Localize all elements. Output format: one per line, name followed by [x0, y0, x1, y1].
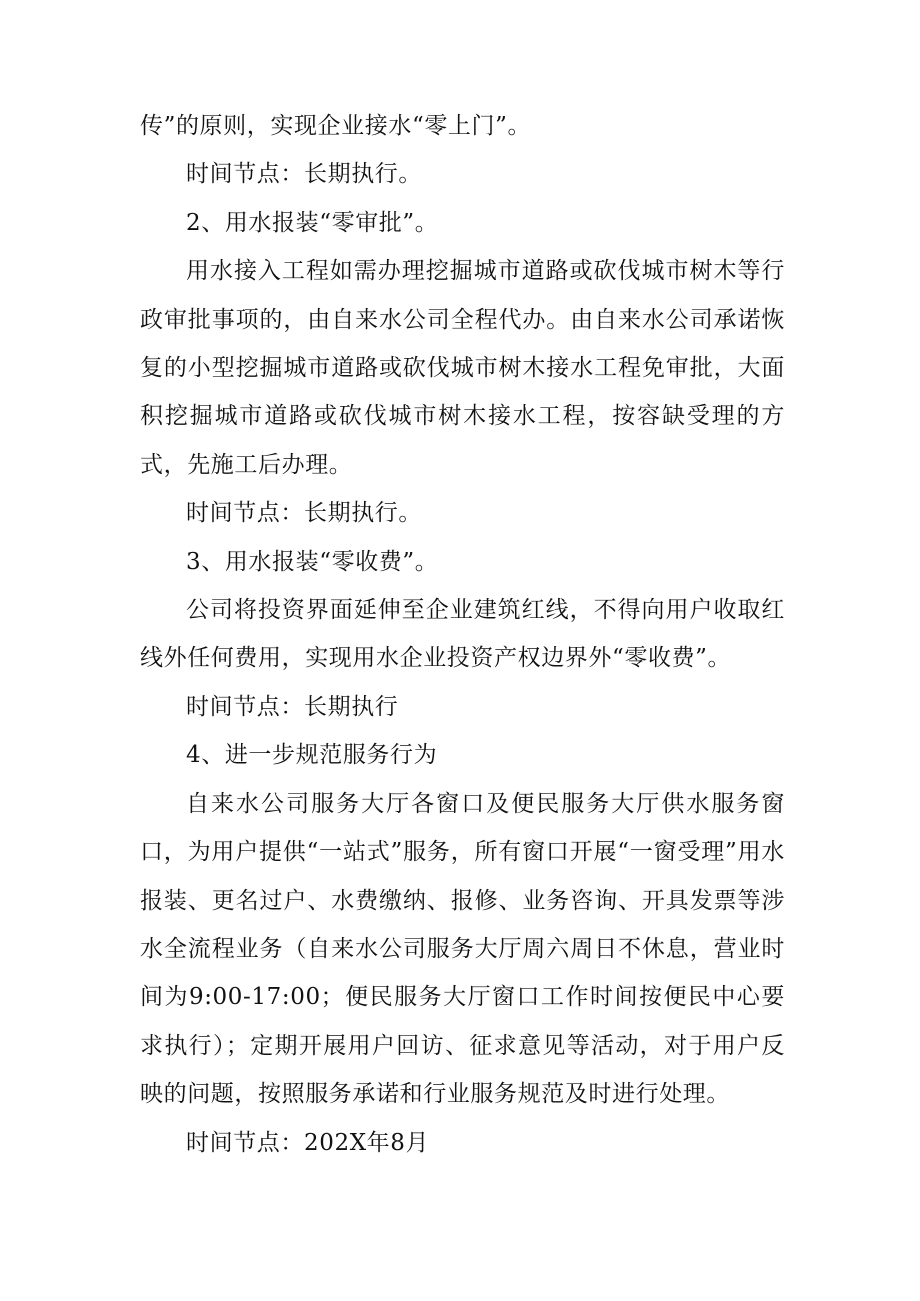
- paragraph-continued-principle: 传”的原则，实现企业接水“零上门”。: [140, 113, 532, 139]
- paragraph-fee-body: 公司将投资界面延伸至企业建筑红线，不得向用户收取红线外任何费用，实现用水企业投资产权边界外“零收费”。: [140, 597, 785, 672]
- paragraph-heading-4: 4、进一步规范服务行为: [186, 742, 438, 769]
- paragraph-timeline-1: 时间节点：长期执行。: [186, 161, 422, 188]
- paragraph-timeline-3: 时间节点：长期执行: [186, 693, 399, 720]
- paragraph-heading-3: 3、用水报装“零收费”。: [186, 548, 439, 575]
- paragraph-timeline-4: 时间节点：202X年8月: [186, 1129, 430, 1156]
- paragraph-heading-2: 2、用水报装“零审批”。: [186, 209, 439, 236]
- paragraph-service-body: 自来水公司服务大厅各窗口及便民服务大厅供水服务窗口，为用户提供“一站式”服务，所有窗口开展“一窗受理”用水报装、更名过户、水费缴纳、报修、业务咨询、开具发票等涉水全流程业务（自来水公司服务大厅周六周日不休息，营业时间为9:00-17:00；便民服务大厅窗口工作时间按便民中心要求执行）；定期开展用户回访、征求意见等活动，对于用户反映的问题，按照服务承诺和行业服务规范及时进行处理。: [140, 790, 785, 1108]
- paragraph-approval-body: 用水接入工程如需办理挖掘城市道路或砍伐城市树木等行政审批事项的，由自来水公司全程代办。由自来水公司承诺恢复的小型挖掘城市道路或砍伐城市树木接水工程免审批，大面积挖掘城市道路或砍伐城市树木接水工程，按容缺受理的方式，先施工后办理。: [140, 258, 785, 478]
- document-body: [140, 102, 785, 1167]
- paragraph-timeline-2: 时间节点：长期执行。: [186, 500, 422, 527]
